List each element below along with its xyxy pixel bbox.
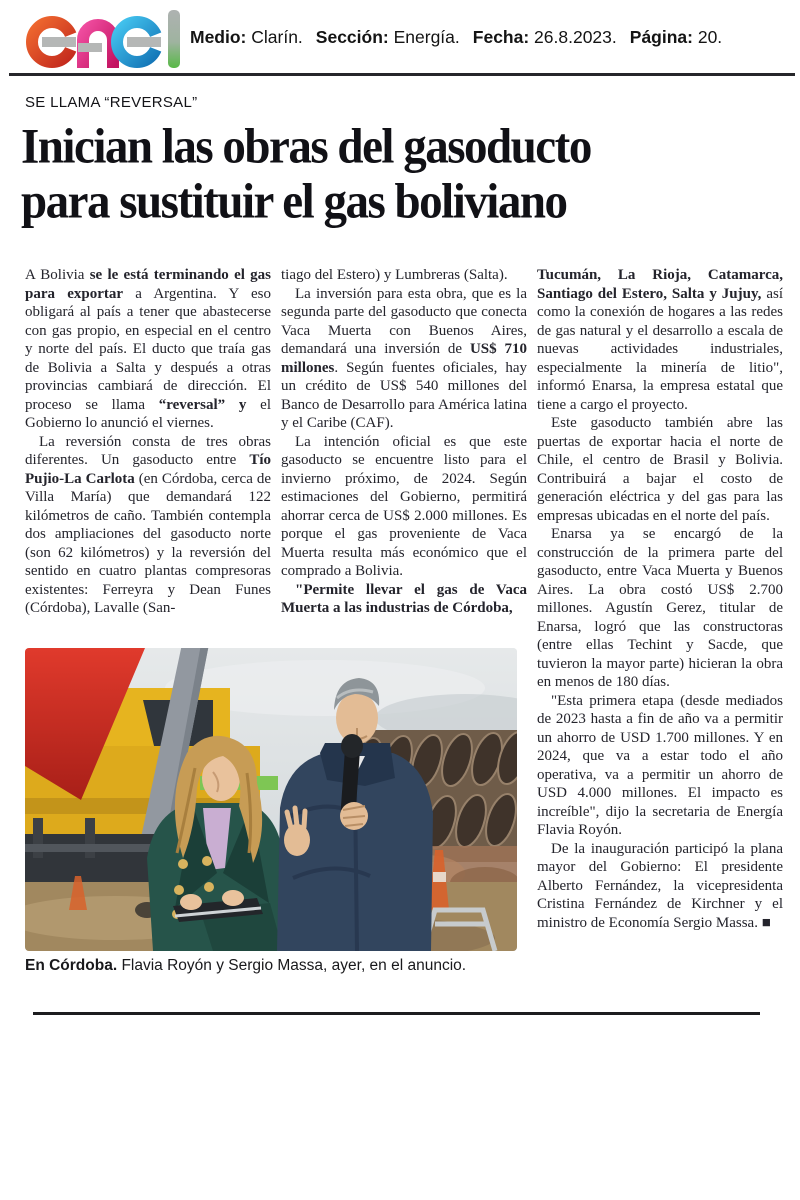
- article-paragraph: La reversión consta de tres obras diferentes. Un gasoducto entre Tío Pujio-La Carlota (en Córdoba, cerca de Villa María) que demandará 122 kilómetros de caño. También contempla dos ampliaciones del gasoducto norte (son 62 kilómetros) y la reversión del sentido en cuatro plantas compresoras existentes: Ferreyra y Dean Funes (Córdoba), Lavalle (San-: [25, 433, 271, 616]
- article-paragraph: Este gasoducto también abre las puertas de exportar hacia el norte de Chile, el centro de Brasil y Bolivia. Contribuirá a bajar el costo de generación eléctrica y del gas para las empresas ubicadas en el norte del país.: [537, 415, 783, 524]
- bottom-divider: [33, 1012, 760, 1015]
- article-photo: [25, 648, 517, 951]
- meta-field-label: Fecha:: [472, 27, 530, 47]
- article-paragraph: "Esta primera etapa (desde mediados de 2023 hasta a fin de año va a permitir un ahorro de USD 1.700 millones. Y en 2024, que va a estar todo el año operativa, va a permitir un ahorro de USD 4.000 millones. El impacto es increíble", dijo la secretaria de Energía Flavia Royón.: [537, 692, 783, 838]
- meta-field: [473, 27, 617, 47]
- caption-text: Flavia Royón y Sergio Massa, ayer, en el anuncio.: [117, 957, 467, 974]
- caption-lead: En Córdoba.: [25, 957, 118, 974]
- article-paragraph: De la inauguración participó la plana mayor del Gobierno: El presidente Alberto Fernández, la vicepresidenta Cristina Fernández de Kirchner y el ministro de Economía Sergio Massa. ■: [537, 840, 783, 931]
- enel-logo: [22, 4, 180, 70]
- meta-field: [630, 27, 722, 47]
- enel-logo-art: [22, 4, 180, 70]
- meta-field-label: Sección:: [315, 27, 389, 47]
- meta-field-value: 26.8.2023.: [529, 27, 617, 47]
- article-paragraph: La inversión para esta obra, que es la segunda parte del gasoducto que conecta Vaca Muerta con Buenos Aires, demandará una inversión de US$ 710 millones. Según fuentes oficiales, hay un crédito de US$ 540 millones del Banco de Desarrollo para América latina y el Caribe (CAF).: [281, 285, 527, 431]
- meta-field-value: Energía.: [388, 27, 460, 47]
- article-paragraph: La intención oficial es que este gasoducto se encuentre listo para el invierno próximo, de 2024. Según estimaciones del Gobierno, permitirá ahorrar cerca de US$ 2.000 millones. Es porque el gas proveniente de Vaca Muerta resulta más económico que el comprado a Bolivia.: [281, 433, 527, 579]
- meta-field-label: Medio:: [190, 27, 247, 47]
- meta-field-value: 20.: [692, 27, 723, 47]
- meta-field: [316, 27, 460, 47]
- clipping-meta: [190, 27, 735, 48]
- article-paragraph: Tucumán, La Rioja, Catamarca, Santiago del Estero, Salta y Jujuy, así como la conexión de hogares a las redes de gas natural y el desarrollo a escala de nuevas actividades industriales, especialmente la minería de litio", informó Enarsa, la empresa estatal que tiene a cargo el proyecto.: [537, 267, 783, 413]
- photo-caption: [25, 957, 517, 975]
- article-paragraph: Enarsa ya se encargó de la construcción de la primera parte del gasoducto, entre Vaca Muerta y Buenos Aires. La obra costó US$ 2.700 millones. Agustín Gerez, titular de Enarsa, logró que las constructoras (entre ellas Techint y Sacde, que tuvieron la mayor parte) hicieran la obra en menos de 180 días.: [537, 526, 783, 690]
- article-paragraph: A Bolivia se le está terminando el gas para exportar a Argentina. Y eso obligará al país a tener que abastecerse con gas propio, en especial en el centro y norte del país. El ducto que traía gas de Bolivia a Salta y después a otras provincias cambiará de dirección. El proceso se llama “reversal” y el Gobierno lo anunció el viernes.: [25, 267, 271, 431]
- headline: [21, 118, 789, 228]
- article-paragraph: tiago del Estero) y Lumbreras (Salta).: [281, 267, 508, 283]
- clipping-header: [0, 0, 800, 80]
- meta-field-label: Página:: [629, 27, 693, 47]
- photo-illustration: [25, 648, 517, 951]
- headline-line-1: Inician las obras del gasoducto: [21, 119, 591, 175]
- article-column-1: [25, 266, 271, 644]
- article-column-2: [281, 266, 527, 644]
- headline-line-2: para sustituir el gas boliviano: [21, 174, 567, 230]
- meta-field: [190, 27, 303, 47]
- meta-field-value: Clarín.: [246, 27, 303, 47]
- article-column-3: [537, 266, 783, 982]
- kicker: SE LLAMA “REVERSAL”: [25, 94, 198, 111]
- article-paragraph: "Permite llevar el gas de Vaca Muerta a las industrias de Córdoba,: [281, 581, 527, 616]
- header-divider: [9, 73, 795, 76]
